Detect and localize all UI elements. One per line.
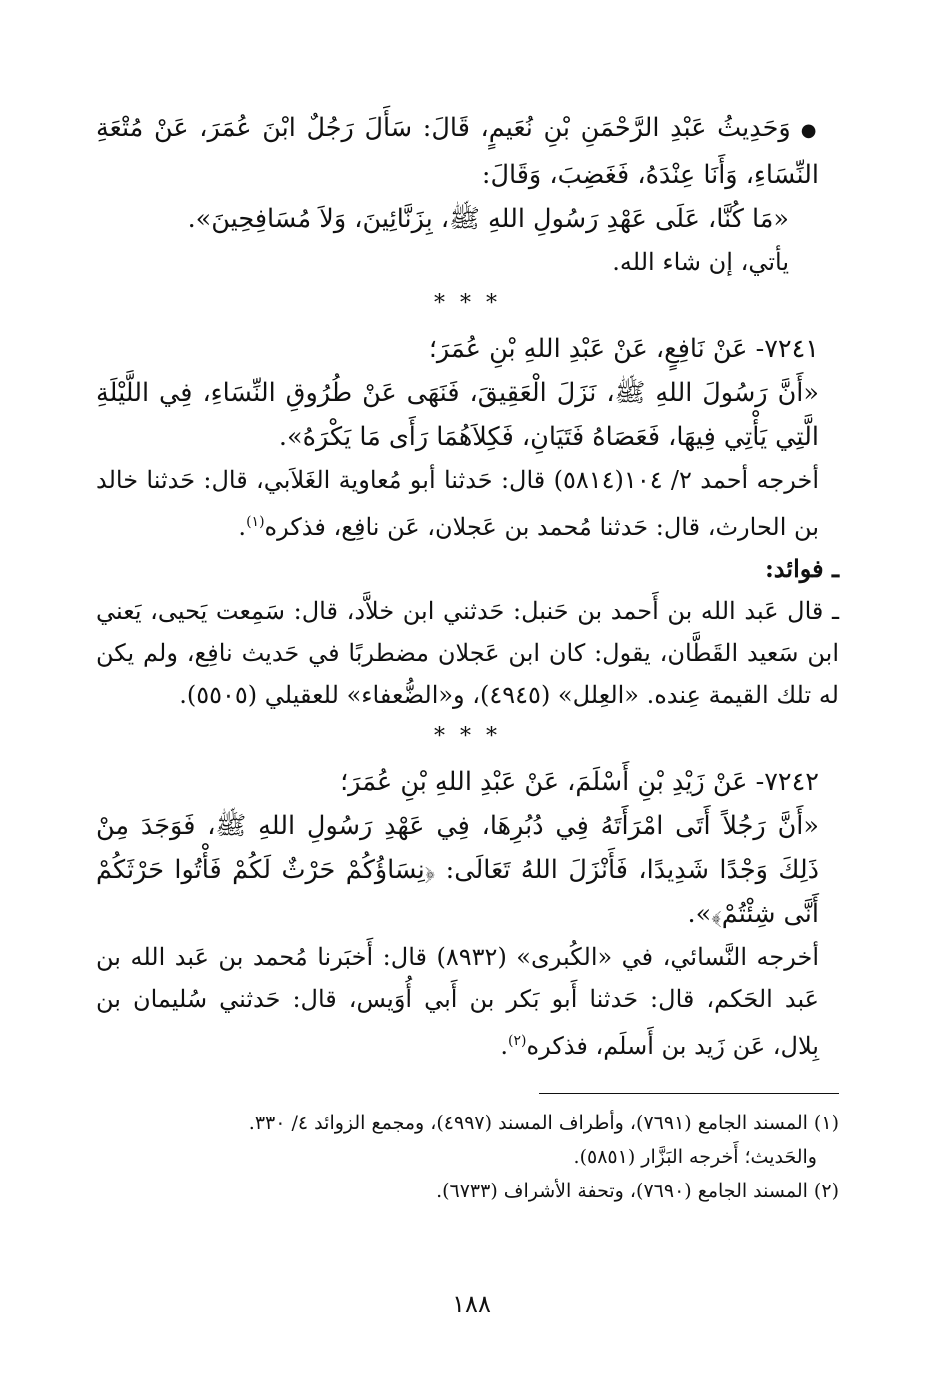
hadith-ibn-numaym-matn: «مَا كُنَّا، عَلَى عَهْدِ رَسُولِ اللهِ ﷺ، بِزَنَّائِينَ، وَلاَ مُسَافِحِينَ».	[187, 204, 789, 234]
footnote-marker-2[interactable]: (٢)	[508, 1033, 527, 1049]
hadith-7242-matn: «أَنَّ رَجُلاً أَتَى امْرَأَتَهُ فِي دُبُرِهَا، فِي عَهْدِ رَسُولِ اللهِ ﷺ، فَوَجَدَ مِنْ ذَلِكَ وَجْدًا شَدِيدًا، فَأَنْزَلَ اللهُ تَعَالَى: ﴿نِسَاؤُكُمْ حَرْثٌ لَكُمْ فَأْتُوا حَرْثَكُمْ أَنَّى شِئْتُمْ﴾».	[96, 811, 819, 929]
hadith-7242-takhrij: أخرجه النَّسائي، في «الكُبرى» (٨٩٣٢) قال: أَخبَرنا مُحمد بن عَبد الله بن عَبد الحَكم، قال: حَدثنا أَبو بَكر بن أَبي أُوَيس، قال: حَدثني سُليمان بن بِلال، عَن زَيد بن أَسلَم، فذكره$^{(٢)}$.	[96, 943, 819, 1060]
section-separator: * * *	[434, 291, 501, 316]
section-separator: * * *	[434, 724, 501, 749]
bullet-icon: ●	[800, 120, 819, 141]
cross-reference-note: يأتي، إن شاء الله.	[612, 248, 789, 276]
hadith-7241-isnad: ٧٢٤١- عَنْ نَافِعٍ، عَنْ عَبْدِ اللهِ بْنِ عُمَرَ؛	[428, 334, 819, 364]
hadith-7242-takhrij-text: أخرجه النَّسائي، في «الكُبرى» (٨٩٣٢) قال: أَخبَرنا مُحمد بن عَبد الله بن عَبد الحَكم، قال: حَدثنا أَبو بَكر بن أَبي أُوَيس، قال: حَدثني سُليمان بن بِلال، عَن زَيد بن أَسلَم، فذكره	[96, 943, 819, 1060]
footnote-divider	[539, 1093, 839, 1094]
hadith-ibn-numaym-text: وَحَدِيثُ عَبْدِ الرَّحْمَنِ بْنِ نُعَيمٍ، قَالَ: سَأَلَ رَجُلٌ ابْنَ عُمَرَ، عَنْ مُتْعَةِ النِّسَاءِ، وَأَنَا عِنْدَهُ، فَغَضِبَ، وَقَالَ:	[96, 113, 819, 190]
footnote-1: (١) المسند الجامع (٧٦٩١)، وأطراف المسند (٤٩٩٧)، ومجمع الزوائد ٤/ ٣٣٠.	[248, 1112, 839, 1134]
hadith-7242-isnad: ٧٢٤٢- عَنْ زَيْدِ بْنِ أَسْلَمَ، عَنْ عَبْدِ اللهِ بْنِ عُمَرَ؛	[340, 767, 819, 797]
hadith-7241-matn: «أَنَّ رَسُولَ اللهِ ﷺ، نَزَلَ الْعَقِيقَ، فَنَهَى عَنْ طُرُوقِ النِّسَاءِ، فِي اللَّيْلَةِ الَّتِي يَأْتِي فِيهَا، فَعَصَاهُ فَتَيَانِ، فَكِلاَهُمَا رَأَى مَا يَكْرَهُ».	[96, 378, 819, 452]
hadith-ibn-numaym	[96, 106, 839, 197]
footnote-marker-1[interactable]: (١)	[246, 514, 265, 530]
hadith-7241-takhrij-text: أخرجه أحمد ٢/ ١٠٤(٥٨١٤) قال: حَدثنا أبو مُعاوية الغَلاَبي، قال: حَدثنا خالد بن الحارث، قال: حَدثنا مُحمد بن عَجلان، عَن نافِع، فذكره	[96, 466, 819, 541]
hadith-7241-takhrij: أخرجه أحمد ٢/ ١٠٤(٥٨١٤) قال: حَدثنا أبو مُعاوية الغَلاَبي، قال: حَدثنا خالد بن الحارث، قال: حَدثنا مُحمد بن عَجلان، عَن نافِع، فذكره$^{(١)}$.	[96, 466, 819, 541]
page-number: ١٨٨	[452, 1290, 491, 1318]
footnote-1-continuation: والحَديث؛ أَخرجه البَزَّار (٥٨٥١).	[573, 1146, 817, 1168]
fawaid-heading: ـ فوائد:	[764, 554, 839, 583]
fawaid-text: ـ قال عَبد الله بن أَحمد بن حَنبل: حَدثني ابن خلاَّد، قال: سَمِعت يَحيى، يَعني ابن سَعيد القَطَّان، يقول: كان ابن عَجلان مضطربًا في حَديث نافِع، ولم يكن له تلك القيمة عِنده. «العِلل» (٤٩٤٥)، و«الضُّعفاء» للعقيلي (٥٥٠٥).	[96, 597, 839, 709]
footnote-2: (٢) المسند الجامع (٧٦٩٠)، وتحفة الأشراف (٦٧٣٣).	[436, 1180, 839, 1202]
